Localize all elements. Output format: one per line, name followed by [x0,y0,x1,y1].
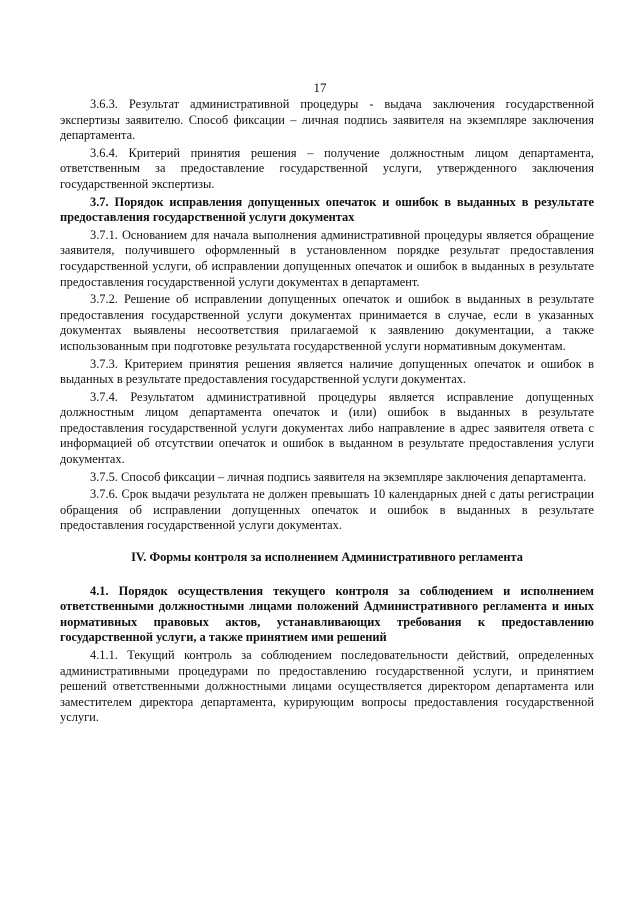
paragraph-3-6-4: 3.6.4. Критерий принятия решения – получение должностным лицом департамента, ответственным за предоставление государственной услуги, утвержденного заключения государственной экспертизы. [60,145,594,191]
paragraph-3-7-4: 3.7.4. Результатом административной процедуры является исправление допущенных должностным лицом департамента опечаток и (или) ошибок в выданных в результате предоставления государственной услуги документах либо направление в адрес заявителя ответа с информацией об отсутствии опечаток и ошибок в выданном в результате предоставления услуги документах. [60,389,594,467]
heading-4-1: 4.1. Порядок осуществления текущего контроля за соблюдением и исполнением ответственными должностными лицами положений Административного регламента и иных нормативных правовых актов, устанавливающих требования к предоставлению государственной услуги, а также принятием ими решений [60,583,594,645]
paragraph-3-7-1: 3.7.1. Основанием для начала выполнения административной процедуры является обращение заявителя, получившего оформленный в установленном порядке результат предоставления государственной услуги, об исправлении допущенных опечаток и ошибок в выданных в результате предоставления государственной услуги документах в департамент. [60,227,594,289]
paragraph-3-7-5: 3.7.5. Способ фиксации – личная подпись заявителя на экземпляре заключения департамента. [90,469,587,484]
heading-3-7: 3.7. Порядок исправления допущенных опечаток и ошибок в выданных в результате предоставления государственной услуги документах [60,194,594,225]
paragraph-4-1-1: 4.1.1. Текущий контроль за соблюдением последовательности действий, определенных административными процедурами по предоставлению государственной услуги, и принятием решений ответственными должностными лицами осуществляется директором департамента или заместителем директора департамента, курирующим вопросы предоставления государственной услуги. [60,648,594,725]
paragraph-3-7-6: 3.7.6. Срок выдачи результата не должен превышать 10 календарных дней с даты регистрации обращения об исправлении допущенных опечаток и ошибок в выданных в результате предоставления государственной услуги документах. [60,487,594,533]
section-title-iv: IV. Формы контроля за исполнением Административного регламента [131,550,523,565]
page-number: 17 [313,80,327,95]
paragraph-3-6-3: 3.6.3. Результат административной процедуры - выдача заключения государственной экспертизы заявителю. Способ фиксации – личная подпись заявителя на экземпляре заключения департамента. [60,97,594,143]
paragraph-3-7-3: 3.7.3. Критерием принятия решения является наличие допущенных опечаток и ошибок в выданных в результате предоставления государственной услуги документах. [60,356,594,387]
document-body [60,97,594,728]
paragraph-3-7-2: 3.7.2. Решение об исправлении допущенных опечаток и ошибок в выданных в результате предоставления государственной услуги документах принимается в случае, если в указанных документах выявлены несоответствия прилагаемой к заявлению документации, а также использованным при подготовке результата государственной услуги нормативным документам. [60,292,594,353]
